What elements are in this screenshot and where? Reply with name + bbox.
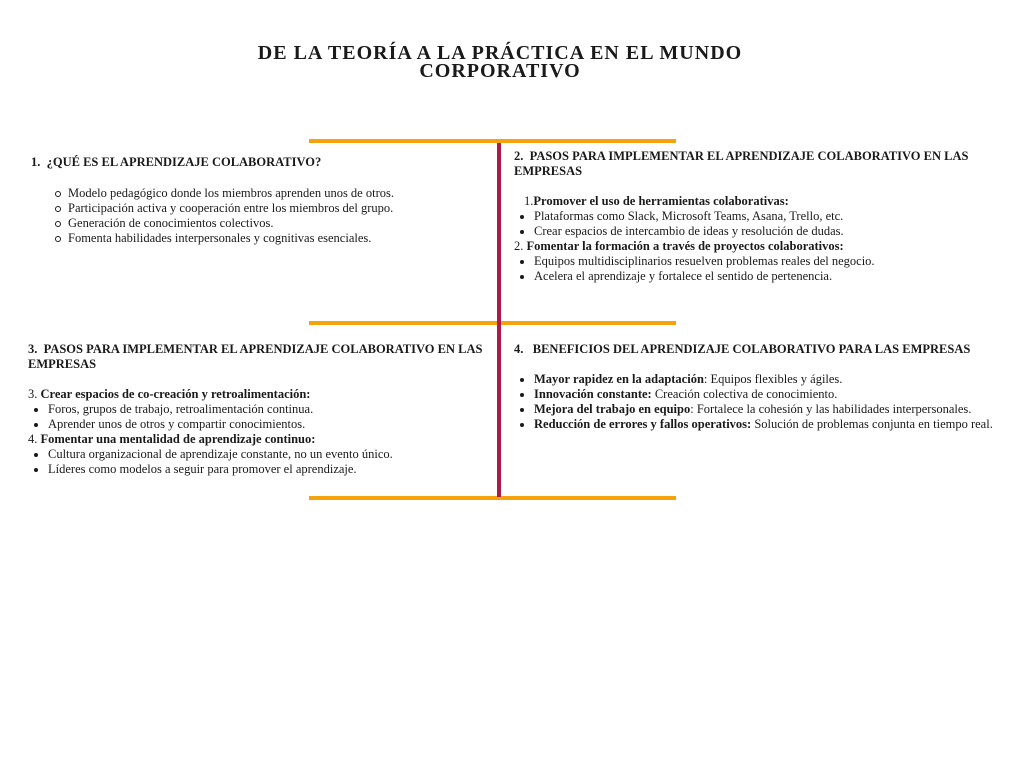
section-steps-1 xyxy=(514,149,1004,284)
section-1-list xyxy=(31,186,491,246)
list-item: Modelo pedagógico donde los miembros aprenden unos de otros. xyxy=(31,186,491,201)
section-2-title: PASOS PARA IMPLEMENTAR EL APRENDIZAJE COLABORATIVO EN LAS EMPRESAS xyxy=(514,149,969,178)
list-item: Generación de conocimientos colectivos. xyxy=(31,216,491,231)
list-item: Aprender unos de otros y compartir conocimientos. xyxy=(28,417,490,432)
step-3-heading xyxy=(28,387,490,402)
list-item: Líderes como modelos a seguir para promover el aprendizaje. xyxy=(28,462,490,477)
list-item: Cultura organizacional de aprendizaje constante, no un evento único. xyxy=(28,447,490,462)
section-4-number: 4. xyxy=(514,342,524,356)
step-3-list xyxy=(28,402,490,432)
list-item xyxy=(514,372,1004,387)
step-2-heading xyxy=(514,239,1004,254)
section-what-is xyxy=(31,155,491,246)
step-2-list xyxy=(514,254,1004,284)
section-2-number: 2. xyxy=(514,149,524,163)
section-4-title: BENEFICIOS DEL APRENDIZAJE COLABORATIVO PARA LAS EMPRESAS xyxy=(532,342,971,356)
list-item xyxy=(514,417,1004,432)
list-item: Foros, grupos de trabajo, retroalimentación continua. xyxy=(28,402,490,417)
section-steps-2 xyxy=(28,342,490,477)
middle-divider xyxy=(309,321,676,325)
benefit-text: : Fortalece la cohesión y las habilidades interpersonales. xyxy=(690,402,972,416)
vertical-divider xyxy=(497,143,501,497)
step-2-number: 2. xyxy=(514,239,524,253)
benefit-label: Mejora del trabajo en equipo xyxy=(534,402,691,416)
benefit-text: Creación colectiva de conocimiento. xyxy=(651,387,838,401)
section-3-number: 3. xyxy=(28,342,38,356)
section-benefits xyxy=(514,342,1004,432)
section-1-number: 1. xyxy=(31,155,41,169)
list-item: Crear espacios de intercambio de ideas y resolución de dudas. xyxy=(514,224,1004,239)
step-4-list xyxy=(28,447,490,477)
step-2-title: Fomentar la formación a través de proyectos colaborativos: xyxy=(526,239,844,253)
step-4-heading xyxy=(28,432,490,447)
list-item: Fomenta habilidades interpersonales y cognitivas esenciales. xyxy=(31,231,491,246)
section-3-title: PASOS PARA IMPLEMENTAR EL APRENDIZAJE COLABORATIVO EN LAS EMPRESAS xyxy=(28,342,483,371)
section-1-heading xyxy=(31,155,491,170)
benefit-label: Innovación constante: xyxy=(534,387,652,401)
list-item: Acelera el aprendizaje y fortalece el sentido de pertenencia. xyxy=(514,269,1004,284)
benefit-label: Mayor rapidez en la adaptación xyxy=(534,372,704,386)
step-3-number: 3. xyxy=(28,387,38,401)
step-4-title: Fomentar una mentalidad de aprendizaje continuo: xyxy=(40,432,316,446)
step-1-number: 1. xyxy=(524,194,534,208)
section-4-heading xyxy=(514,342,1004,357)
benefits-list xyxy=(514,372,1004,432)
list-item xyxy=(514,402,1004,417)
step-1-heading xyxy=(514,194,1004,209)
page-title: DE LA TEORÍA A LA PRÁCTICA EN EL MUNDO CORPORATIVO xyxy=(257,42,743,82)
bottom-divider xyxy=(309,496,676,500)
section-2-heading xyxy=(514,149,1004,179)
step-1-title: Promover el uso de herramientas colaborativas: xyxy=(533,194,789,208)
step-4-number: 4. xyxy=(28,432,38,446)
list-item: Equipos multidisciplinarios resuelven problemas reales del negocio. xyxy=(514,254,1004,269)
step-1-list xyxy=(514,209,1004,239)
step-3-title: Crear espacios de co-creación y retroalimentación: xyxy=(40,387,311,401)
top-divider xyxy=(309,139,676,143)
list-item: Plataformas como Slack, Microsoft Teams, Asana, Trello, etc. xyxy=(514,209,1004,224)
benefit-text: Solución de problemas conjunta en tiempo real. xyxy=(751,417,993,431)
benefit-text: : Equipos flexibles y ágiles. xyxy=(703,372,843,386)
section-3-heading xyxy=(28,342,490,372)
list-item xyxy=(514,387,1004,402)
section-1-title: ¿QUÉ ES EL APRENDIZAJE COLABORATIVO? xyxy=(46,155,322,169)
list-item: Participación activa y cooperación entre los miembros del grupo. xyxy=(31,201,491,216)
benefit-label: Reducción de errores y fallos operativos: xyxy=(534,417,752,431)
